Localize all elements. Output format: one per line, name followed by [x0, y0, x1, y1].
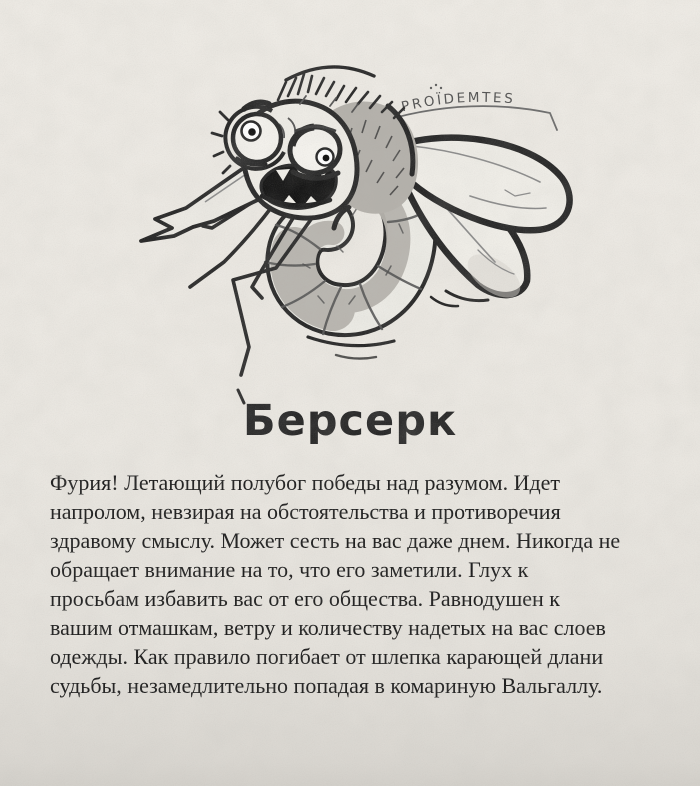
sparkle-dots	[430, 84, 442, 89]
description-line: просьбам избавить вас от его общества. Равнодушен к	[50, 586, 560, 611]
description-line: судьбы, незамедлительно попадая в комариную Вальгаллу.	[50, 673, 603, 698]
description-line: одежды. Как правило погибает от шлепка карающей длани	[50, 644, 604, 669]
description-line: здравому смыслу. Может сесть на вас даже днем. Никогда не	[50, 528, 621, 553]
description-line: напролом, невзирая на обстоятельства и противоречия	[50, 499, 561, 524]
description	[50, 468, 672, 700]
description-line: вашим отмашкам, ветру и количеству надетых на вас слоев	[50, 615, 606, 640]
page-title: Берсерк	[242, 396, 458, 446]
watermark	[383, 84, 557, 130]
watermark-text: PROÏDEMTES	[399, 89, 516, 116]
description-line: Фурия! Летающий полубог победы над разумом. Идет	[50, 470, 561, 495]
description-line: обращает внимание на то, что его заметили. Глух к	[50, 557, 529, 582]
